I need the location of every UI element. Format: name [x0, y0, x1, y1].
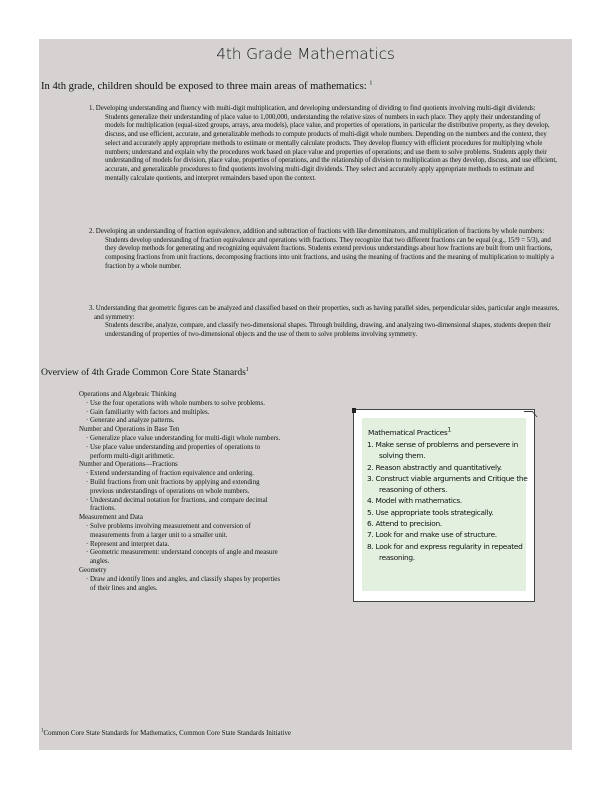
standard-text: Generalize place value understanding for multi-digit whole numbers.	[90, 434, 281, 442]
area-body: Students generalize their understanding of place value to 1,000,000, understanding the relative sizes of numbers in each place. They apply their understanding of models for multiplication (equal-sized groups, arrays, area models), place value, and properties of operations, in particular the distributive property, as they develop, discuss, and use efficient, accurate, and generalizable methods to compute products of multi-digit whole numbers. Depending on the numbers and the context, they select and accurately apply appropriate methods to estimate or mentally calculate products. They develop fluency with efficient procedures for multiplying whole numbers; understand and explain why the procedures work based on place value and properties of operations; and use them to solve problems. Students apply their understanding of models for division, place value, properties of operations, and the relationship of division to multiplication as they develop, discuss, and use efficient, accurate, and generalizable procedures to find quotients involving multi-digit dividends. They select and accurately apply appropriate methods to estimate and mentally calculate quotients, and interpret remainders based upon the context.	[105, 113, 557, 182]
area-heading	[89, 228, 559, 237]
standard-text: Gain familiarity with factors and multiples.	[90, 408, 210, 416]
standard-item: · Generalize place value understanding for multi-digit whole numbers.	[86, 434, 281, 442]
standard-text: Represent and interpret data.	[90, 540, 170, 548]
practices-title	[368, 428, 451, 437]
standard-item: · Generate and analyze patterns.	[86, 417, 175, 425]
practice-item: 5. Use appropriate tools strategically.	[367, 507, 494, 517]
standard-text: Solve problems involving measurement and conversion of measurements from a larger unit to a smaller unit.	[90, 522, 251, 539]
domain-name: Number and Operations—Fractions	[79, 461, 178, 469]
domain-geometry	[79, 567, 284, 593]
area-heading-text: Understanding that geometric figures can be analyzed and classified based on their properties, such as having parallel sides, perpendicular sides, particular angle measures, and symmetry:	[94, 305, 559, 321]
standard-text: Extend understanding of fraction equivalence and ordering.	[90, 470, 255, 478]
area-number: 3.	[89, 305, 95, 312]
standard-text: Geometric measurement: understand concepts of angle and measure angles.	[90, 549, 278, 566]
domain-operations-algebraic	[79, 391, 284, 426]
practices-list	[365, 439, 530, 563]
practice-item: 4. Model with mathematics.	[367, 496, 462, 506]
standard-text: Draw and identify lines and angles, and classify shapes by properties of their lines and angles.	[90, 575, 281, 592]
practice-item: 6. Attend to precision.	[367, 519, 442, 529]
standards-list	[79, 391, 284, 593]
standard-text: Use place value understanding and properties of operations to perform multi-digit arithmetic.	[90, 443, 261, 460]
math-area-1	[89, 105, 559, 183]
overview-title-text: Overview of 4th Grade Common Core State Stanards	[41, 367, 246, 378]
area-heading	[89, 105, 559, 114]
footnote-text: Common Core State Standards for Mathematics, Common Core State Standards Initiative	[43, 730, 291, 737]
standard-text: Build fractions from unit fractions by applying and extending previous understandings of operations on whole numbers.	[90, 478, 260, 495]
domain-name: Measurement and Data	[79, 514, 143, 522]
math-area-3	[89, 305, 559, 340]
standard-item: · Use place value understanding and properties of operations to perform multi-digit arithmetic.	[86, 443, 261, 460]
standard-text: Understand decimal notation for fractions, and compare decimal fractions.	[90, 496, 268, 513]
practice-item: 2. Reason abstractly and quantitatively.	[367, 462, 502, 472]
practices-title-text: Mathematical Practices	[368, 428, 448, 437]
intro-sentence: In 4th grade, children should be exposed to three main areas of mathematics:	[41, 81, 367, 92]
area-number: 2.	[89, 228, 95, 235]
intro-text	[41, 81, 372, 92]
domain-name: Operations and Algebraic Thinking	[79, 391, 177, 398]
area-body: Students develop understanding of fraction equivalence and operations with fractions. They recognize that two different fractions can be equal (e.g., 15/9 = 5/3), and they develop methods for generating and recognizing equivalent fractions. Students extend previous understandings about how fractions are built from unit fractions, composing fractions from unit fractions, decomposing fractions into unit fractions, and using the meaning of fractions and the meaning of multiplication to multiply a fraction by a whole number.	[105, 236, 554, 270]
domain-fractions	[79, 461, 284, 514]
area-body: Students describe, analyze, compare, and classify two-dimensional shapes. Through building, drawing, and analyzing two-dimensional shapes, students deepen their understanding of properties of two-dimensional objects and the use of them to solve problems involving symmetry.	[105, 322, 551, 339]
standard-text: Use the four operations with whole numbers to solve problems.	[90, 399, 265, 407]
standard-item: · Geometric measurement: understand concepts of angle and measure angles.	[86, 549, 278, 566]
domain-base-ten	[79, 426, 284, 461]
footnote-mark: 1	[245, 366, 249, 373]
standard-item: · Build fractions from unit fractions by applying and extending previous understandings of operations on whole numbers.	[86, 478, 260, 495]
folded-corner-icon	[523, 411, 537, 417]
standard-item: · Extend understanding of fraction equivalence and ordering.	[86, 470, 255, 478]
practice-item: 1. Make sense of problems and persevere in solving them.	[367, 440, 519, 461]
page-title: 4th Grade Mathematics	[216, 45, 395, 63]
standard-item: · Use the four operations with whole numbers to solve problems.	[86, 399, 265, 407]
footnote-mark: 1	[41, 728, 44, 734]
standard-item: · Solve problems involving measurement and conversion of measurements from a larger unit to a smaller unit.	[86, 522, 251, 539]
domain-measurement-data	[79, 514, 284, 567]
standard-item: · Gain familiarity with factors and multiples.	[86, 408, 210, 416]
footnote	[41, 730, 291, 737]
area-heading-text: Developing an understanding of fraction equivalence, addition and subtraction of fractions with like denominators, and multiplication of fractions by whole numbers:	[95, 228, 545, 235]
overview-heading	[41, 367, 249, 378]
practice-item: 8. Look for and express regularity in repeated reasoning.	[367, 541, 523, 562]
mathematical-practices-box	[353, 409, 535, 602]
standard-item: · Understand decimal notation for fractions, and compare decimal fractions.	[86, 496, 268, 513]
footnote-mark: 1	[369, 80, 373, 87]
practices-panel	[362, 418, 526, 591]
domain-name: Geometry	[79, 566, 107, 574]
math-area-2	[89, 228, 559, 272]
pin-icon	[352, 408, 356, 413]
area-number: 1.	[89, 105, 95, 112]
domain-name: Number and Operations in Base Ten	[79, 426, 180, 434]
area-heading-text: Developing understanding and fluency with multi-digit multiplication, and developing understanding of dividing to find quotients involving multi-digit dividends:	[95, 105, 536, 112]
page-panel	[39, 39, 572, 750]
standard-text: Generate and analyze patterns.	[90, 417, 175, 425]
practice-item: 3. Construct viable arguments and Critique the reasoning of others.	[367, 473, 528, 495]
area-heading	[89, 305, 559, 322]
footnote-mark: 1	[447, 426, 452, 434]
standard-item: · Represent and interpret data.	[86, 540, 170, 548]
practice-item: 7. Look for and make use of structure.	[367, 530, 497, 540]
standard-item: · Draw and identify lines and angles, and classify shapes by properties of their lines and angles.	[86, 575, 281, 592]
